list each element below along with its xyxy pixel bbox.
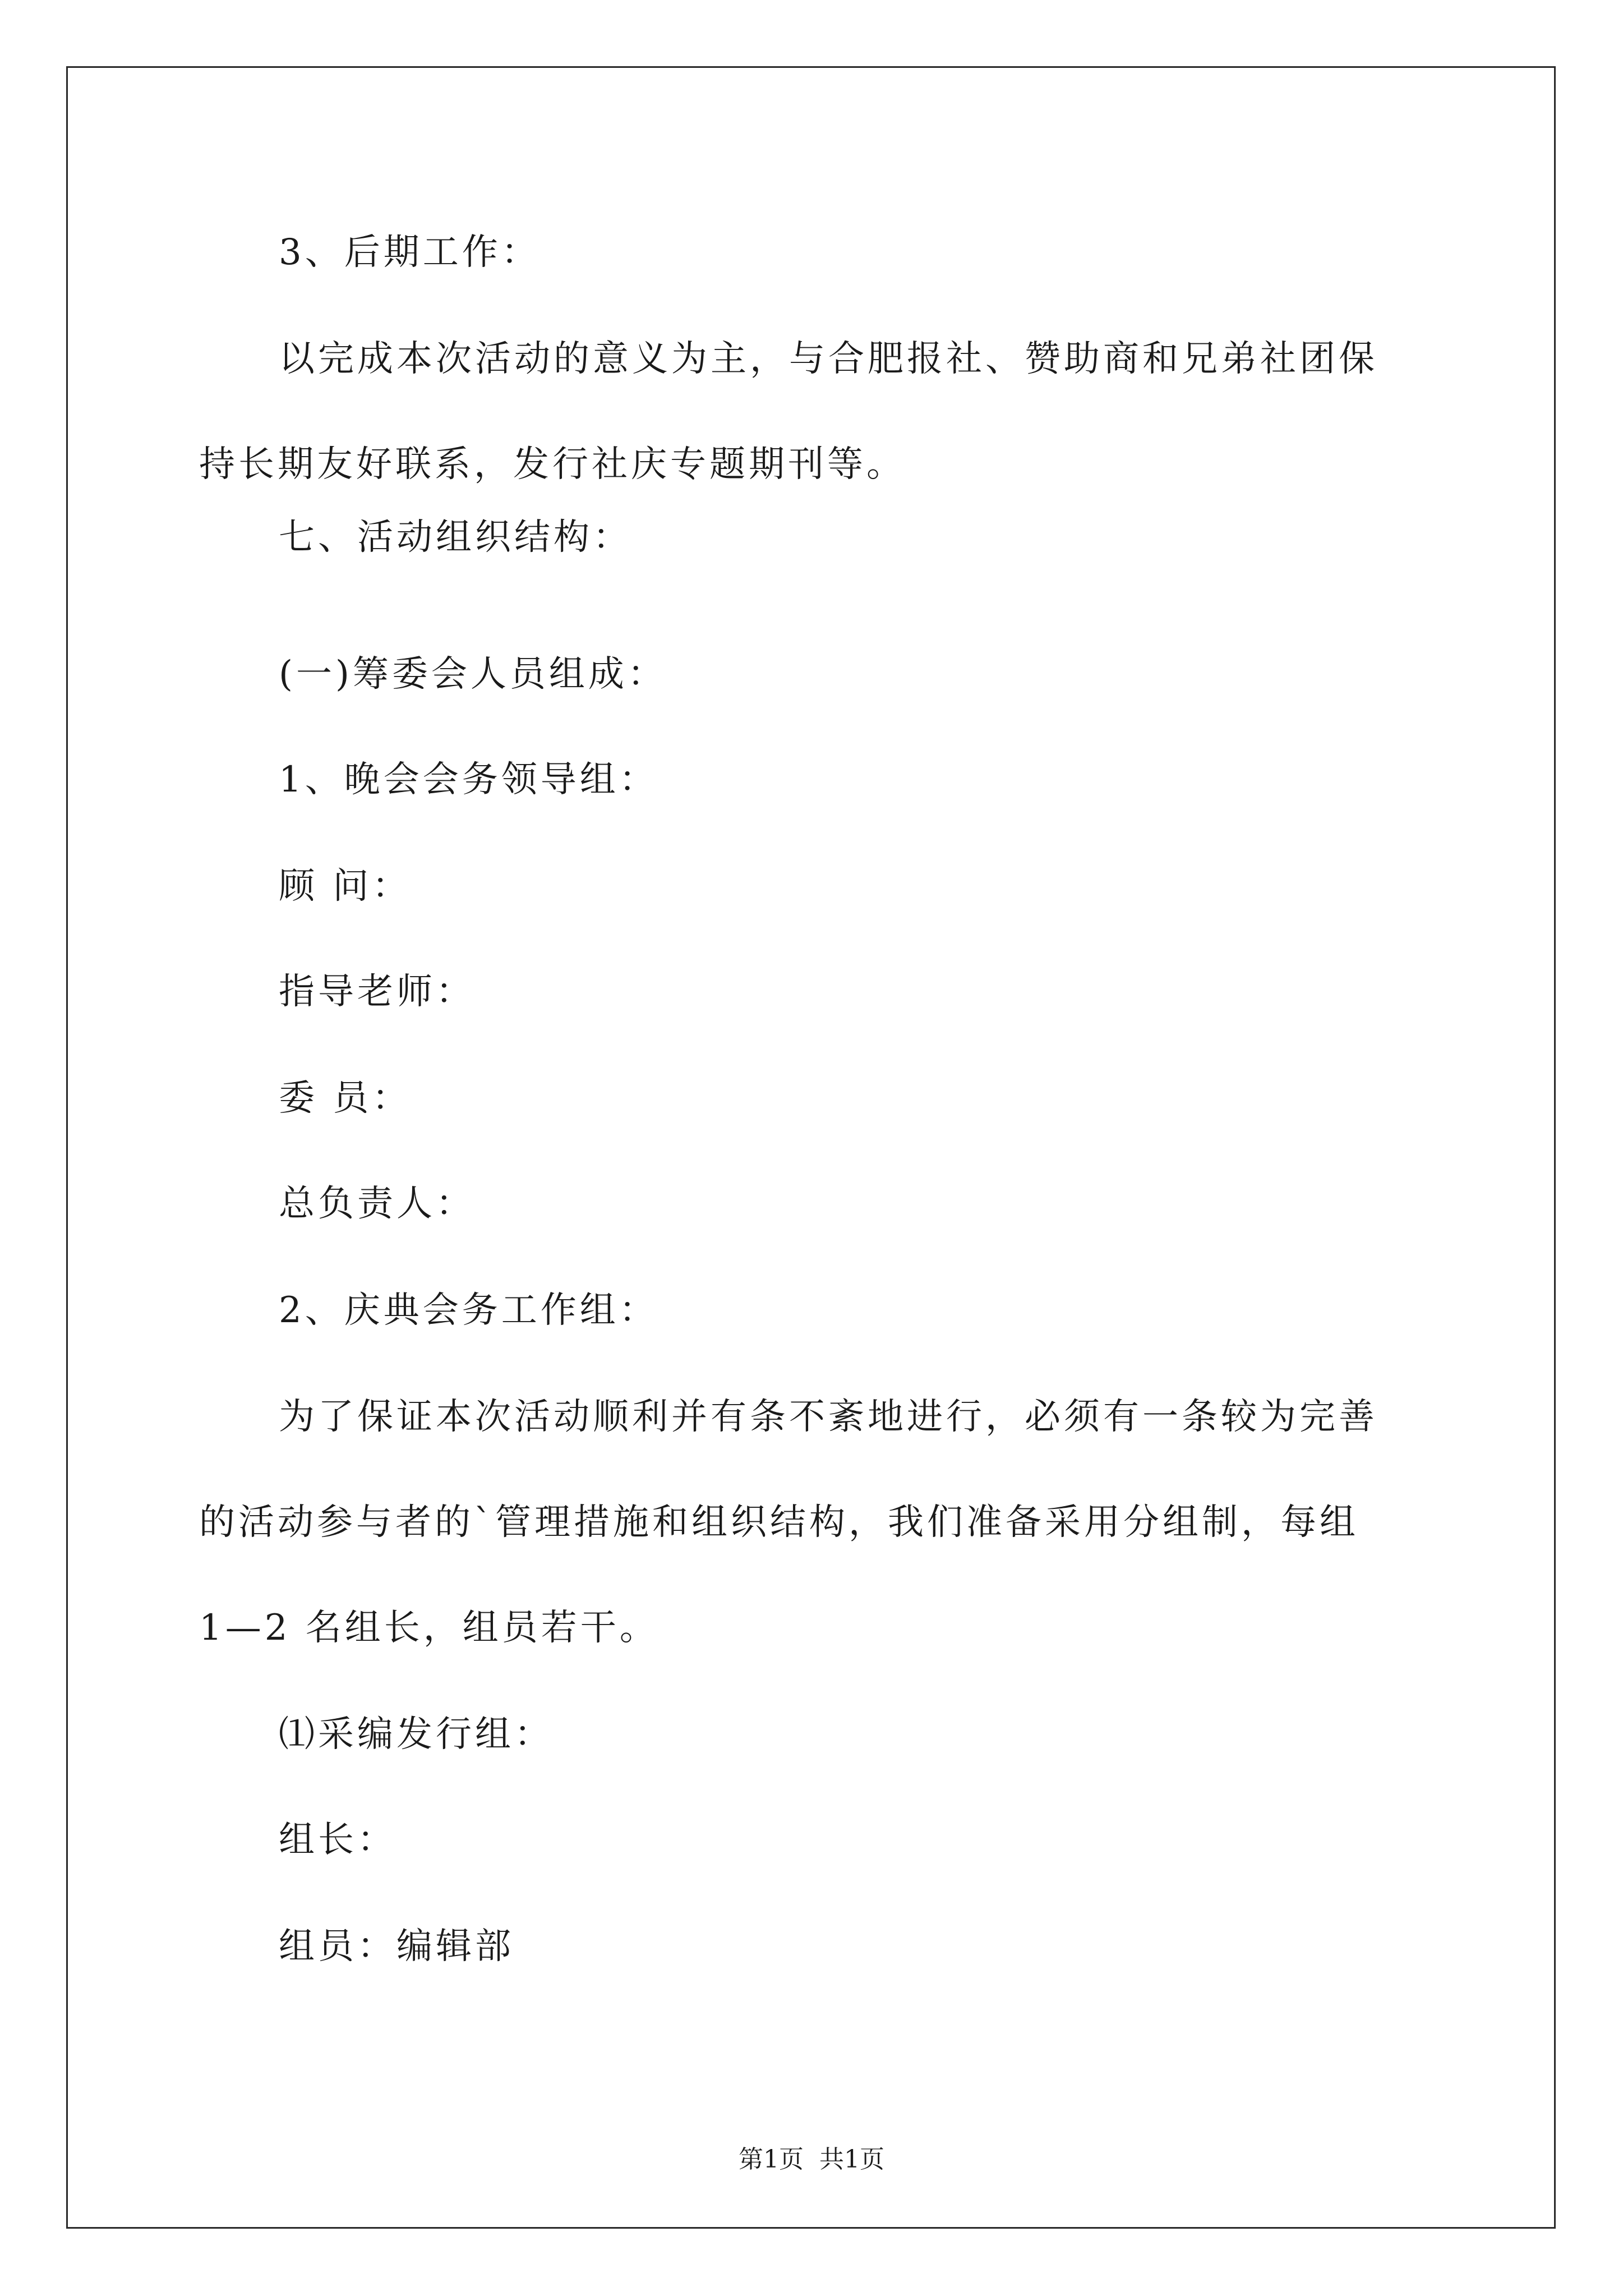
- subsection-heading: (一)筹委会人员组成：: [279, 654, 667, 695]
- role-label: 总负责人：: [279, 1183, 475, 1225]
- paragraph-line: 为了保证本次活动顺利并有条不紊地进行，必须有一条较为完善: [279, 1396, 1378, 1438]
- role-label: 组长：: [279, 1819, 396, 1861]
- subsection-heading: 2、庆典会务工作组：: [279, 1290, 658, 1331]
- page-number-footer: 第1页 共1页: [739, 2145, 884, 2174]
- paragraph-line: 持长期友好联系，发行社庆专题期刊等。: [199, 444, 906, 485]
- group-heading: ⑴采编发行组：: [279, 1714, 554, 1755]
- role-label: 指导老师：: [279, 971, 475, 1013]
- paragraph-line: 1—2 名组长，组员若干。: [199, 1607, 659, 1649]
- paragraph-line: 以完成本次活动的意义为主，与合肥报社、赞助商和兄弟社团保: [279, 338, 1378, 380]
- subsection-heading: 1、晚会会务领导组：: [279, 759, 658, 800]
- section-heading-followup: 3、后期工作：: [279, 232, 541, 273]
- section-heading-structure: 七、活动组织结构：: [279, 517, 632, 558]
- role-label: 顾 问：: [279, 866, 412, 907]
- role-label: 组员：编辑部: [279, 1926, 514, 1967]
- role-label: 委 员：: [279, 1078, 412, 1119]
- page-border: [66, 66, 1556, 2229]
- paragraph-line: 的活动参与者的`管理措施和组织结构，我们准备采用分组制，每组: [199, 1502, 1359, 1543]
